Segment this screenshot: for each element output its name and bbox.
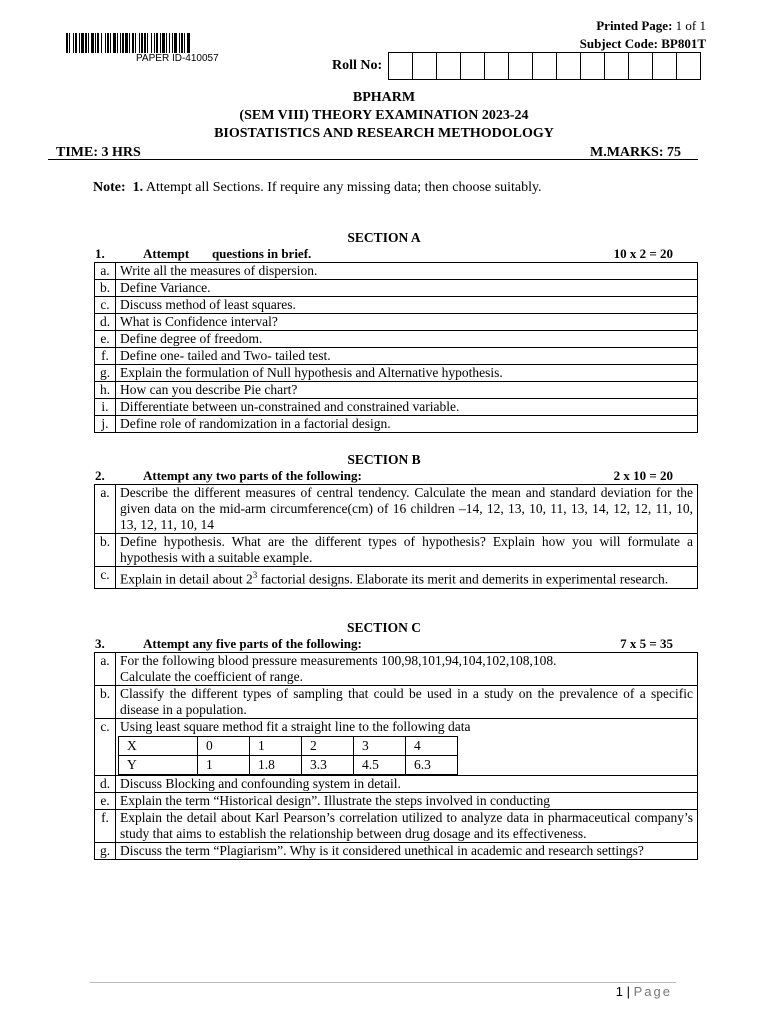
table-row: [95, 382, 698, 399]
subject-code: Subject Code: BP801T: [579, 36, 706, 51]
item-text: Write all the measures of dispersion.: [116, 263, 698, 280]
printed-page: [596, 18, 706, 34]
item-text: Discuss the term “Plagiarism”. Why is it considered unethical in academic and research settings?: [116, 843, 698, 860]
x-value: 0: [198, 737, 250, 756]
note: [93, 180, 542, 196]
item-letter: j.: [95, 416, 116, 433]
question-instruction: Attempt questions in brief.: [143, 246, 312, 261]
item-letter: e.: [95, 331, 116, 348]
y-value: 6.3: [406, 756, 458, 775]
x-value: 2: [302, 737, 354, 756]
item-letter: g.: [95, 365, 116, 382]
item-superscript: 3: [252, 570, 258, 580]
item-letter: c.: [95, 297, 116, 314]
item-letter: a.: [95, 653, 116, 686]
table-row: [95, 534, 698, 567]
roll-no-boxes[interactable]: [388, 52, 701, 80]
table-row: [95, 348, 698, 365]
question-marks: 2 x 10 = 20: [613, 468, 673, 483]
exam-title: (SEM VIII) THEORY EXAMINATION 2023-24: [239, 108, 529, 123]
y-label: Y: [119, 756, 198, 775]
barcode: [66, 33, 294, 53]
item-letter: h.: [95, 382, 116, 399]
roll-no: [332, 52, 701, 80]
note-label: Note:: [93, 180, 126, 195]
table-row: [95, 810, 698, 843]
table-row: [95, 331, 698, 348]
item-text: How can you describe Pie chart?: [116, 382, 698, 399]
page-separator: |: [626, 984, 630, 999]
y-row: [119, 756, 458, 775]
item-text: Classify the different types of sampling that could be used in a study on the prevalence of a specific disease in a population.: [116, 686, 698, 719]
page-word: Page: [633, 984, 672, 999]
item-letter: e.: [95, 793, 116, 810]
table-row: [95, 776, 698, 793]
item-letter: d.: [95, 776, 116, 793]
printed-page-value: 1 of 1: [675, 18, 706, 33]
question-instruction: Attempt any five parts of the following:: [143, 636, 362, 651]
table-row: [95, 399, 698, 416]
item-text: Discuss Blocking and confounding system in detail.: [116, 776, 698, 793]
item-text: Explain the detail about Karl Pearson’s correlation utilized to analyze data in pharmaceutical company’s study that aims to establish the relationship between drug dosage and its effectiveness.: [116, 810, 698, 843]
section-c-table: [94, 652, 698, 860]
item-letter: f.: [95, 810, 116, 843]
y-value: 1.8: [250, 756, 302, 775]
item-text-part: Explain in detail about 2: [120, 571, 253, 587]
section-c-title: SECTION C: [347, 620, 421, 635]
item-text: Define one- tailed and Two- tailed test.: [116, 348, 698, 365]
program-title: BPHARM: [352, 90, 416, 105]
table-row: [95, 485, 698, 534]
table-row: [95, 686, 698, 719]
question-number: 2.: [95, 468, 105, 483]
item-text: [116, 653, 698, 686]
y-value: 1: [198, 756, 250, 775]
table-row: [95, 263, 698, 280]
table-row: [95, 653, 698, 686]
item-letter: c.: [95, 719, 116, 776]
item-letter: c.: [95, 567, 116, 589]
x-row: [119, 737, 458, 756]
table-row: [95, 365, 698, 382]
table-row: [95, 793, 698, 810]
item-text: Define Variance.: [116, 280, 698, 297]
item-letter: d.: [95, 314, 116, 331]
paper-id: PAPER ID-410057: [136, 53, 219, 64]
x-value: 3: [354, 737, 406, 756]
item-line: For the following blood pressure measurements 100,98,101,94,104,102,108,108.: [120, 653, 557, 668]
y-value: 3.3: [302, 756, 354, 775]
item-text: Differentiate between un-constrained and constrained variable.: [116, 399, 698, 416]
roll-no-label: Roll No:: [332, 58, 383, 73]
section-a-table: [94, 262, 698, 433]
page-number: 1: [615, 984, 623, 999]
max-marks: M.MARKS: 75: [590, 145, 681, 160]
xy-data-table: [118, 736, 458, 775]
section-b-title: SECTION B: [347, 452, 421, 467]
question-marks: 10 x 2 = 20: [613, 246, 673, 261]
item-letter: b.: [95, 686, 116, 719]
exam-time: TIME: 3 HRS: [56, 145, 141, 160]
item-letter: b.: [95, 280, 116, 297]
section-a-title: SECTION A: [347, 230, 421, 245]
x-value: 4: [406, 737, 458, 756]
item-text: What is Confidence interval?: [116, 314, 698, 331]
table-row: [95, 280, 698, 297]
item-letter: a.: [95, 263, 116, 280]
note-text: Attempt all Sections. If require any missing data; then choose suitably.: [145, 180, 542, 195]
item-letter: f.: [95, 348, 116, 365]
question-marks: 7 x 5 = 35: [620, 636, 673, 651]
item-letter: b.: [95, 534, 116, 567]
item-letter: g.: [95, 843, 116, 860]
x-label: X: [119, 737, 198, 756]
page-footer: [616, 984, 672, 999]
item-text: Define degree of freedom.: [116, 331, 698, 348]
table-row: [95, 567, 698, 589]
footer-divider: [90, 982, 676, 983]
item-text-part: factorial designs. Elaborate its merit and demerits in experimental research.: [257, 571, 669, 587]
item-line: Using least square method fit a straight line to the following data: [120, 719, 471, 734]
table-row: [95, 719, 698, 776]
note-number: 1.: [132, 180, 144, 195]
question-number: 1.: [95, 246, 105, 261]
course-title: BIOSTATISTICS AND RESEARCH METHODOLOGY: [214, 126, 554, 141]
table-row: [95, 297, 698, 314]
item-letter: a.: [95, 485, 116, 534]
section-b-table: [94, 484, 698, 589]
item-letter: i.: [95, 399, 116, 416]
printed-page-label: Printed Page:: [596, 18, 673, 33]
item-text: Explain the formulation of Null hypothesis and Alternative hypothesis.: [116, 365, 698, 382]
item-text: Discuss method of least squares.: [116, 297, 698, 314]
question-instruction: Attempt any two parts of the following:: [143, 468, 362, 483]
item-text: [116, 567, 698, 589]
question-number: 3.: [95, 636, 105, 651]
item-text: Define hypothesis. What are the different types of hypothesis? Explain how you will formulate a hypothesis with a suitable example.: [116, 534, 698, 567]
item-text: Describe the different measures of central tendency. Calculate the mean and standard deviation for the given data on the mid-arm circumference(cm) of 16 children –14, 12, 13, 10, 11, 13, 14, 12, 12, 11, 10, 13, 12, 11, 10, 14: [116, 485, 698, 534]
item-text: Explain the term “Historical design”. Illustrate the steps involved in conducting: [116, 793, 698, 810]
table-row: [95, 314, 698, 331]
item-text: Define role of randomization in a factorial design.: [116, 416, 698, 433]
item-text: [116, 719, 698, 776]
header-divider: [48, 159, 698, 160]
item-line: Calculate the coefficient of range.: [120, 669, 304, 684]
table-row: [95, 416, 698, 433]
table-row: [95, 843, 698, 860]
y-value: 4.5: [354, 756, 406, 775]
x-value: 1: [250, 737, 302, 756]
